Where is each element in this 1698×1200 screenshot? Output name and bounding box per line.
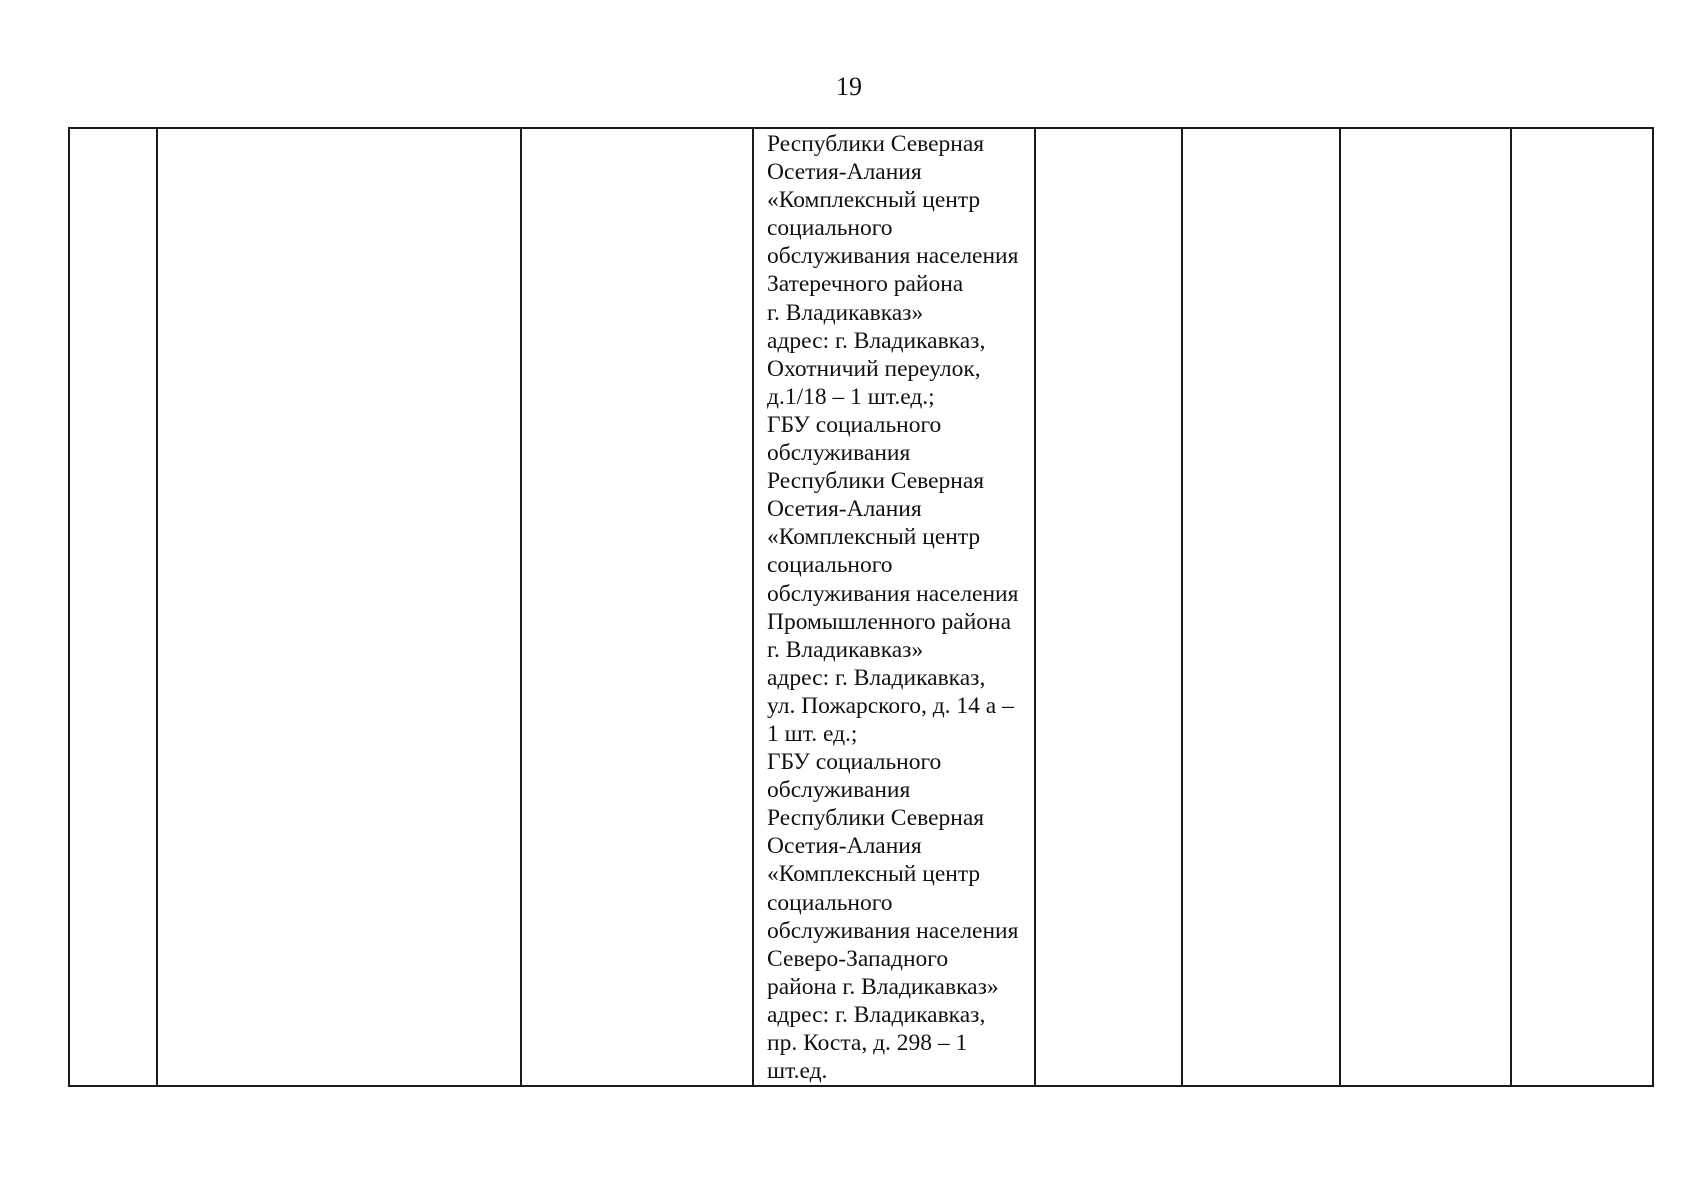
- cell-text-line: социального: [767, 215, 893, 242]
- cell-text-line: Затеречного района: [767, 271, 964, 298]
- cell-text-line: Охотничий переулок,: [767, 355, 981, 382]
- cell-text-line: Республики Северная: [767, 131, 985, 157]
- cell-text-line: Осетия-Алания: [767, 496, 922, 523]
- cell-text-line: социального: [767, 552, 893, 579]
- cell-text-line: Осетия-Алания: [767, 159, 922, 186]
- cell-text-line: Республики Северная: [767, 805, 985, 832]
- cell-text-line: ГБУ социального: [767, 411, 942, 438]
- cell-text-line: адрес: г. Владикавказ,: [767, 327, 986, 354]
- cell-text-line: адрес: г. Владикавказ,: [767, 1001, 986, 1028]
- table-cell-empty-8: [1511, 128, 1653, 1086]
- cell-text-line: обслуживания: [767, 440, 911, 467]
- cell-text-line: Республики Северная: [767, 468, 985, 495]
- cell-text-line: ГБУ социального: [767, 749, 942, 776]
- cell-text-line: «Комплексный центр: [767, 861, 981, 888]
- cell-text-line: г. Владикавказ»: [767, 636, 924, 663]
- cell-text-line: Северо-Западного: [767, 945, 949, 972]
- cell-text-line: социального: [767, 889, 893, 916]
- table-cell-empty-6: [1182, 128, 1340, 1086]
- cell-text-line: обслуживания населения: [767, 243, 1019, 270]
- cell-text-line: «Комплексный центр: [767, 187, 981, 214]
- cell-text-line: г. Владикавказ»: [767, 299, 924, 326]
- table-cell-name: [157, 128, 521, 1086]
- table-cell-empty-7: [1340, 128, 1511, 1086]
- cell-text-line: района г. Владикавказ»: [767, 973, 999, 1000]
- institutions-list: [754, 129, 1034, 1085]
- table-row: [69, 128, 1655, 1086]
- table-cell-number: [69, 128, 157, 1086]
- document-table: [68, 127, 1655, 1087]
- cell-text-line: шт.ед.: [767, 1058, 828, 1085]
- cell-text-line: ул. Пожарского, д. 14 а –: [767, 692, 1014, 719]
- cell-text-line: «Комплексный центр: [767, 524, 981, 551]
- page-number: 19: [836, 72, 862, 101]
- cell-text-line: пр. Коста, д. 298 – 1: [767, 1030, 968, 1056]
- table-cell-basis: [521, 128, 753, 1086]
- cell-text-line: обслуживания населения: [767, 917, 1019, 944]
- cell-text-line: обслуживания: [767, 777, 911, 804]
- cell-text-line: Осетия-Алания: [767, 833, 922, 860]
- table-cell-institutions: [753, 128, 1035, 1086]
- table-cell-empty-5: [1035, 128, 1182, 1086]
- cell-text-line: д.1/18 – 1 шт.ед.;: [767, 383, 935, 410]
- cell-text-line: обслуживания населения: [767, 580, 1019, 607]
- cell-text-line: адрес: г. Владикавказ,: [767, 664, 986, 691]
- cell-text-line: Промышленного района: [767, 608, 1012, 635]
- cell-text-line: 1 шт. ед.;: [767, 720, 858, 747]
